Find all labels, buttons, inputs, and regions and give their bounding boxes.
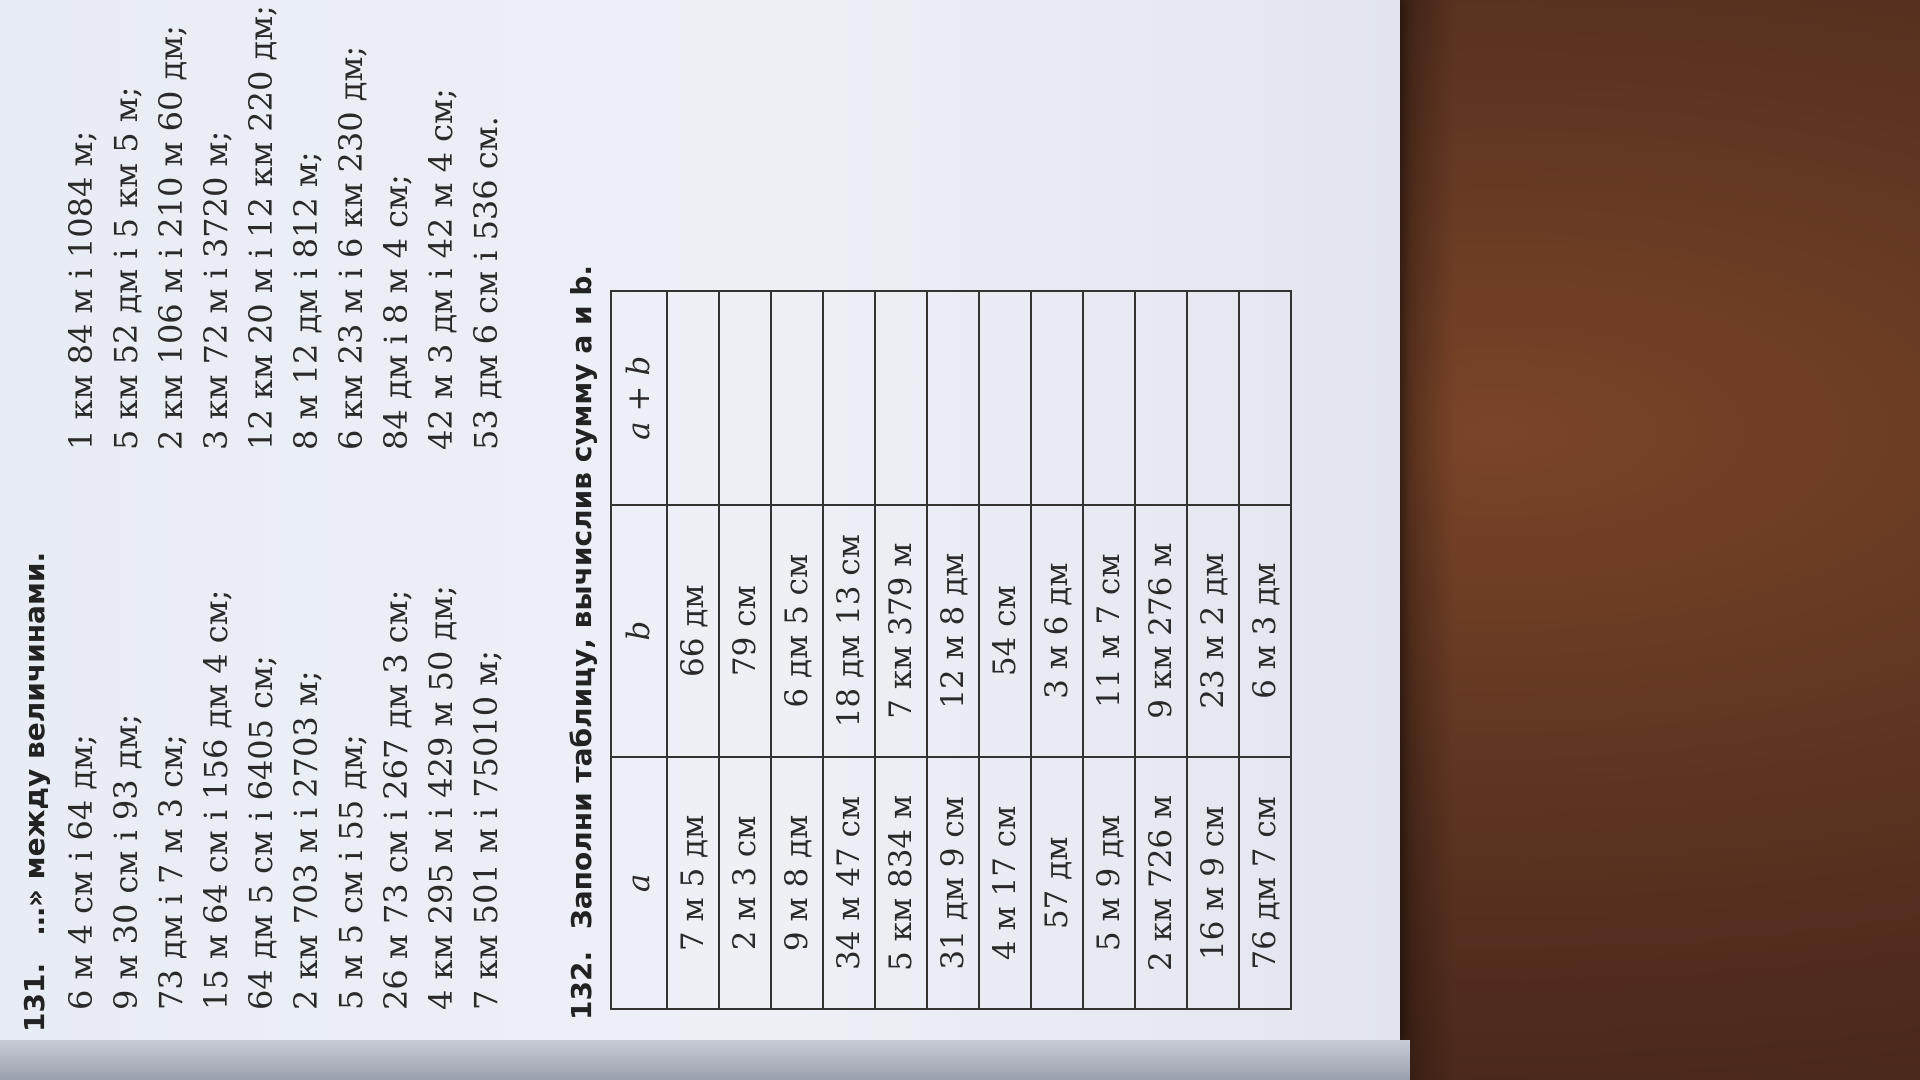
cell-a: 31 дм 9 см xyxy=(927,757,979,1009)
pair-left: 4 км 295 м і 429 м 50 дм; xyxy=(422,585,460,1010)
header-b: b xyxy=(611,505,667,757)
pair-right: 3 км 72 м і 3720 м; xyxy=(197,130,235,450)
pair-left: 15 м 64 см і 156 дм 4 см; xyxy=(197,589,235,1010)
table-row xyxy=(771,291,823,1009)
exercise-132-heading xyxy=(565,265,598,1020)
cell-b: 3 м 6 дм xyxy=(1031,505,1083,757)
pair-line xyxy=(377,5,422,1010)
cell-a: 57 дм xyxy=(1031,757,1083,1009)
exercise-132-number: 132. xyxy=(565,950,598,1020)
pair-left: 9 м 30 см і 93 дм; xyxy=(107,713,145,1010)
page-shadow xyxy=(1395,0,1455,1080)
pair-right: 6 км 23 м і 6 км 230 дм; xyxy=(332,45,370,450)
pair-line xyxy=(467,5,512,1010)
cell-a: 76 дм 7 см xyxy=(1239,757,1291,1009)
exercise-131-instruction: …» между величинами. xyxy=(18,551,51,936)
cell-a: 7 м 5 дм xyxy=(667,757,719,1009)
sum-table xyxy=(610,290,1292,1010)
pair-right: 1 км 84 м і 1084 м; xyxy=(62,130,100,450)
pair-left: 5 м 5 см і 55 дм; xyxy=(332,734,370,1010)
pair-right: 5 км 52 дм і 5 км 5 м; xyxy=(107,86,145,450)
cell-a: 9 м 8 дм xyxy=(771,757,823,1009)
table-row xyxy=(1031,291,1083,1009)
header-a: a xyxy=(611,757,667,1009)
table-row xyxy=(1187,291,1239,1009)
cell-sum[interactable] xyxy=(979,291,1031,505)
exercise-131-number: 131. xyxy=(18,962,51,1032)
cell-b: 23 м 2 дм xyxy=(1187,505,1239,757)
pair-line xyxy=(62,5,107,1010)
pair-right: 12 км 20 м і 12 км 220 дм; xyxy=(242,5,280,450)
cell-a: 4 м 17 см xyxy=(979,757,1031,1009)
cell-a: 16 м 9 см xyxy=(1187,757,1239,1009)
cell-sum[interactable] xyxy=(875,291,927,505)
pair-line xyxy=(242,5,287,1010)
cell-sum[interactable] xyxy=(719,291,771,505)
cell-b: 6 м 3 дм xyxy=(1239,505,1291,757)
cell-b: 12 м 8 дм xyxy=(927,505,979,757)
pair-line xyxy=(332,5,377,1010)
sum-table-body xyxy=(667,291,1291,1009)
header-sum: a + b xyxy=(611,291,667,505)
exercise-131-pairs xyxy=(62,5,512,1010)
table-row xyxy=(875,291,927,1009)
pair-left: 2 км 703 м і 2703 м; xyxy=(287,670,325,1010)
pair-right: 53 дм 6 см і 536 см. xyxy=(467,116,505,450)
cell-b: 11 м 7 см xyxy=(1083,505,1135,757)
cell-a: 5 км 834 м xyxy=(875,757,927,1009)
cell-sum[interactable] xyxy=(1239,291,1291,505)
cell-a: 5 м 9 дм xyxy=(1083,757,1135,1009)
cell-sum[interactable] xyxy=(1187,291,1239,505)
pair-line xyxy=(287,5,332,1010)
cell-b: 79 см xyxy=(719,505,771,757)
pair-left: 6 м 4 см і 64 дм; xyxy=(62,734,100,1010)
pair-right: 42 м 3 дм і 42 м 4 см; xyxy=(422,88,460,450)
page-edge xyxy=(0,1040,1410,1080)
table-row xyxy=(979,291,1031,1009)
sum-table-header-row xyxy=(611,291,667,1009)
cell-sum[interactable] xyxy=(927,291,979,505)
pair-left: 64 дм 5 см і 6405 см; xyxy=(242,655,280,1010)
pair-left: 26 м 73 см і 267 дм 3 см; xyxy=(377,589,415,1010)
cell-b: 18 дм 13 см xyxy=(823,505,875,757)
table-row xyxy=(1083,291,1135,1009)
pair-line xyxy=(422,5,467,1010)
cell-b: 7 км 379 м xyxy=(875,505,927,757)
table-row xyxy=(1239,291,1291,1009)
pair-right: 84 дм і 8 м 4 см; xyxy=(377,174,415,450)
pair-left: 73 дм і 7 м 3 см; xyxy=(152,734,190,1010)
table-row xyxy=(667,291,719,1009)
exercise-131-header xyxy=(18,552,51,1032)
cell-a: 2 м 3 см xyxy=(719,757,771,1009)
pair-right: 8 м 12 дм і 812 м; xyxy=(287,151,325,450)
cell-b: 9 км 276 м xyxy=(1135,505,1187,757)
cell-a: 2 км 726 м xyxy=(1135,757,1187,1009)
cell-b: 66 дм xyxy=(667,505,719,757)
exercise-132-instruction: Заполни таблицу, вычислив сумму a и b. xyxy=(565,264,598,930)
cell-sum[interactable] xyxy=(1135,291,1187,505)
table-row xyxy=(1135,291,1187,1009)
cell-b: 54 см xyxy=(979,505,1031,757)
cell-sum[interactable] xyxy=(771,291,823,505)
cell-a: 34 м 47 см xyxy=(823,757,875,1009)
pair-line xyxy=(152,5,197,1010)
cell-sum[interactable] xyxy=(1083,291,1135,505)
cell-sum[interactable] xyxy=(1031,291,1083,505)
cell-sum[interactable] xyxy=(667,291,719,505)
cell-sum[interactable] xyxy=(823,291,875,505)
table-row xyxy=(823,291,875,1009)
cell-b: 6 дм 5 см xyxy=(771,505,823,757)
pair-left: 7 км 501 м і 75010 м; xyxy=(467,650,505,1010)
table-row xyxy=(927,291,979,1009)
pair-line xyxy=(107,5,152,1010)
pair-line xyxy=(197,5,242,1010)
pair-right: 2 км 106 м і 210 м 60 дм; xyxy=(152,25,190,450)
table-row xyxy=(719,291,771,1009)
